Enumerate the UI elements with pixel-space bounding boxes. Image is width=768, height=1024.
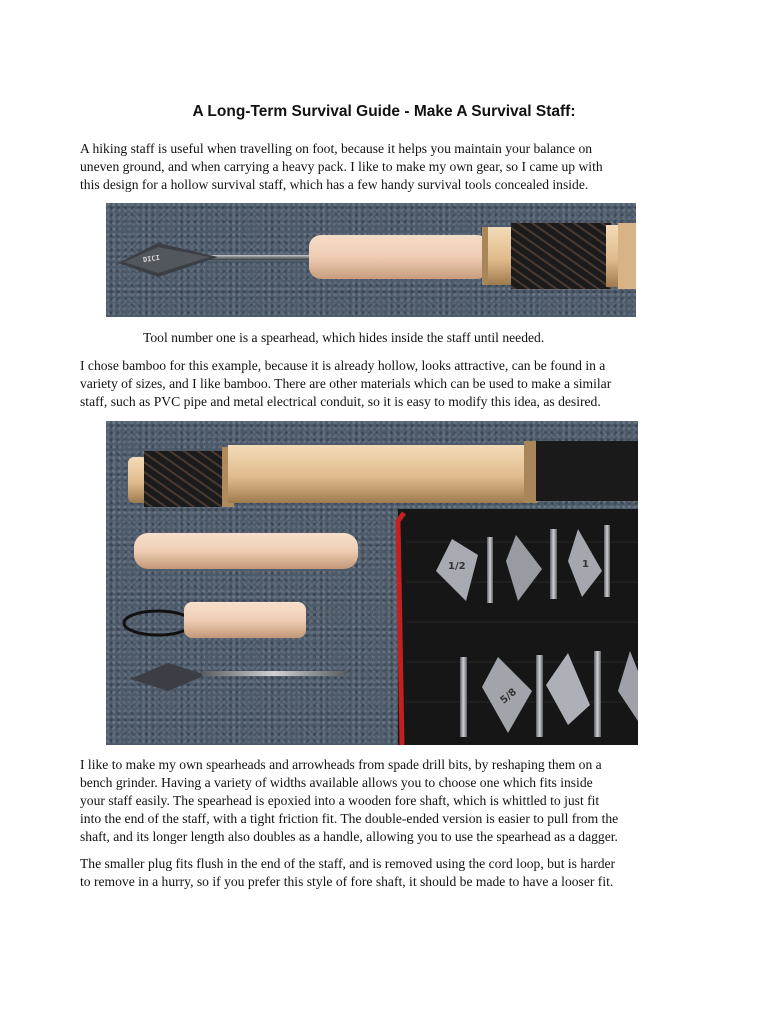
document-title: A Long-Term Survival Guide - Make A Survival Staff: bbox=[192, 103, 576, 120]
staff-components-illustration bbox=[106, 421, 638, 745]
spearhead-paragraph bbox=[80, 756, 680, 846]
text-line: I chose bamboo for this example, because it is already hollow, looks attractive, can be found in a bbox=[80, 358, 606, 373]
plug-paragraph bbox=[80, 855, 680, 891]
text-line: your staff easily. The spearhead is epoxied into a wooden fore shaft, which is whittled to just fit bbox=[80, 793, 600, 808]
photo-caption: Tool number one is a spearhead, which hides inside the staff until needed. bbox=[143, 330, 545, 345]
text-line: variety of sizes, and I like bamboo. There are other materials which can be used to make a similar bbox=[80, 376, 612, 391]
text-line: bench grinder. Having a variety of widths available allows you to choose one which fits inside bbox=[80, 775, 593, 790]
text-line: into the end of the staff, with a tight friction fit. The double-ended version is easier to pull from the bbox=[80, 811, 619, 826]
bit-label-half: 1/2 bbox=[448, 561, 466, 572]
text-line: this design for a hollow survival staff, which has a few handy survival tools concealed inside. bbox=[80, 177, 589, 192]
text-line: The smaller plug fits flush in the end of the staff, and is removed using the cord loop, but is harder bbox=[80, 856, 616, 871]
text-line: uneven ground, and when carrying a heavy pack. I like to make my own gear, so I came up with bbox=[80, 159, 603, 174]
bit-label-five-eighths: 5/8 bbox=[498, 686, 520, 707]
text-line: I like to make my own spearheads and arrowheads from spade drill bits, by reshaping them on a bbox=[80, 757, 602, 772]
text-line: shaft, and its longer length also doubles as a handle, allowing you to use the spearhead as a dagger. bbox=[80, 829, 618, 844]
spearhead-stamp: DICI bbox=[142, 253, 161, 265]
text-line: staff, such as PVC pipe and metal electrical conduit, so it is easy to modify this idea, as desired. bbox=[80, 394, 601, 409]
intro-paragraph bbox=[80, 140, 680, 194]
spearhead-staff-photo bbox=[106, 203, 636, 317]
bamboo-paragraph bbox=[80, 357, 680, 411]
text-line: to remove in a hurry, so if you prefer this style of fore shaft, it should be made to have a looser fit. bbox=[80, 874, 614, 889]
bit-label-one: 1 bbox=[582, 559, 589, 570]
text-line: A hiking staff is useful when travelling on foot, because it helps you maintain your balance on bbox=[80, 141, 593, 156]
staff-components-photo bbox=[106, 421, 638, 745]
spearhead-staff-illustration bbox=[106, 203, 636, 317]
